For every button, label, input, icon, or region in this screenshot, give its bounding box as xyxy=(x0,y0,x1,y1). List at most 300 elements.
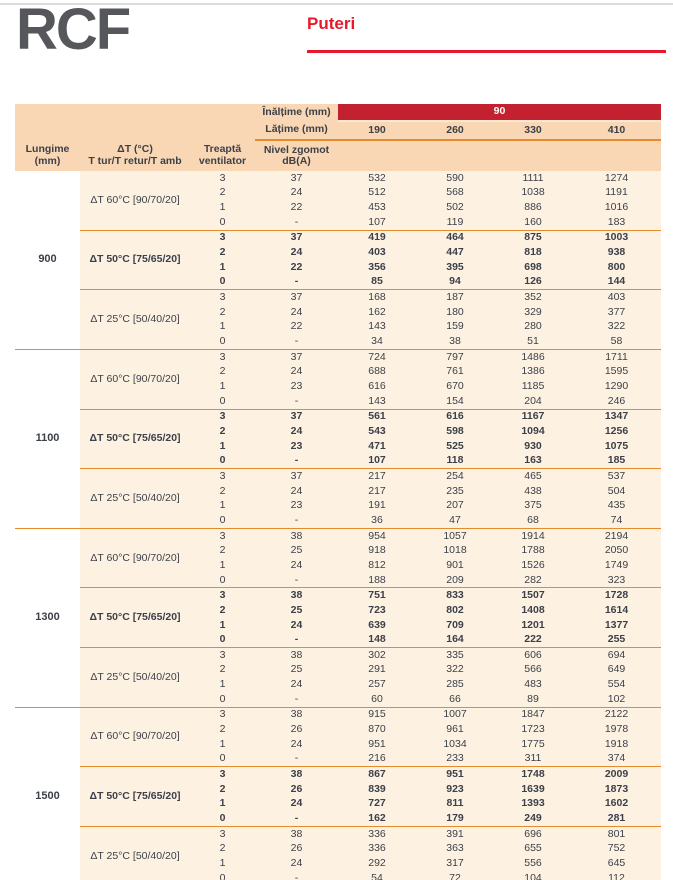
power-value-cell: 696 xyxy=(494,826,572,841)
noise-cell: 37 xyxy=(255,409,338,424)
fan-step-cell: 1 xyxy=(190,200,255,215)
power-value-cell: 537 xyxy=(572,469,661,484)
fan-step-cell: 1 xyxy=(190,797,255,812)
power-value-cell: 395 xyxy=(416,260,494,275)
power-value-cell: 336 xyxy=(338,826,416,841)
power-value-cell: 2050 xyxy=(572,543,661,558)
power-value-cell: 761 xyxy=(416,365,494,380)
fan-step-cell: 3 xyxy=(190,469,255,484)
width-col-260: 260 xyxy=(416,121,494,140)
power-value-cell: 616 xyxy=(416,409,494,424)
power-value-cell: 504 xyxy=(572,484,661,499)
power-value-cell: 352 xyxy=(494,290,572,305)
title-underline xyxy=(307,50,666,53)
power-value-cell: 34 xyxy=(338,334,416,349)
power-value-cell: 126 xyxy=(494,275,572,290)
noise-cell: 23 xyxy=(255,498,338,513)
dt-cell: ΔT 50°C [75/65/20] xyxy=(80,409,190,469)
power-value-cell: 336 xyxy=(338,842,416,857)
power-value-cell: 1290 xyxy=(572,379,661,394)
power-value-cell: 1486 xyxy=(494,349,572,364)
power-value-cell: 164 xyxy=(416,632,494,647)
power-value-cell: 375 xyxy=(494,498,572,513)
power-value-cell: 751 xyxy=(338,588,416,603)
power-value-cell: 435 xyxy=(572,498,661,513)
power-value-cell: 85 xyxy=(338,275,416,290)
power-value-cell: 183 xyxy=(572,215,661,230)
power-value-cell: 886 xyxy=(494,200,572,215)
power-value-cell: 282 xyxy=(494,573,572,588)
fan-step-cell: 3 xyxy=(190,290,255,305)
dt-cell: ΔT 50°C [75/65/20] xyxy=(80,230,190,290)
noise-cell: 24 xyxy=(255,424,338,439)
power-value-cell: 1595 xyxy=(572,365,661,380)
power-value-cell: 1748 xyxy=(494,767,572,782)
dt-cell: ΔT 60°C [90/70/20] xyxy=(80,707,190,767)
fan-step-cell: 2 xyxy=(190,484,255,499)
power-value-cell: 698 xyxy=(494,260,572,275)
length-cell: 1300 xyxy=(15,528,80,707)
noise-cell: 38 xyxy=(255,767,338,782)
power-value-cell: 162 xyxy=(338,305,416,320)
power-value-cell: 1377 xyxy=(572,618,661,633)
noise-cell: 37 xyxy=(255,230,338,245)
height-value-cell: 90 xyxy=(338,104,661,121)
fan-step-cell: 2 xyxy=(190,245,255,260)
power-value-cell: 291 xyxy=(338,663,416,678)
power-value-cell: 961 xyxy=(416,722,494,737)
power-value-cell: 800 xyxy=(572,260,661,275)
noise-cell: 38 xyxy=(255,588,338,603)
height-label: Înălțime (mm) xyxy=(255,104,338,121)
power-value-cell: 89 xyxy=(494,692,572,707)
noise-cell: - xyxy=(255,453,338,468)
dt-cell: ΔT 60°C [90/70/20] xyxy=(80,171,190,230)
fan-step-cell: 0 xyxy=(190,871,255,880)
power-value-cell: 249 xyxy=(494,811,572,826)
power-value-cell: 1034 xyxy=(416,737,494,752)
noise-cell: - xyxy=(255,632,338,647)
power-value-cell: 1185 xyxy=(494,379,572,394)
power-value-cell: 1723 xyxy=(494,722,572,737)
col-header-line: Lungime xyxy=(25,143,70,156)
noise-cell: 24 xyxy=(255,484,338,499)
table-row xyxy=(15,290,661,305)
fan-step-cell: 1 xyxy=(190,260,255,275)
fan-step-cell: 2 xyxy=(190,305,255,320)
power-value-cell: 329 xyxy=(494,305,572,320)
fan-step-cell: 3 xyxy=(190,230,255,245)
fan-step-cell: 0 xyxy=(190,811,255,826)
col-header-line: dB(A) xyxy=(282,155,311,167)
power-value-cell: 204 xyxy=(494,394,572,409)
fan-step-cell: 2 xyxy=(190,543,255,558)
power-value-cell: 568 xyxy=(416,186,494,201)
col-header-line: T tur/T retur/T amb xyxy=(88,154,182,167)
fan-step-cell: 1 xyxy=(190,439,255,454)
fan-step-cell: 0 xyxy=(190,275,255,290)
power-value-cell: 180 xyxy=(416,305,494,320)
fan-step-cell: 2 xyxy=(190,365,255,380)
power-value-cell: 867 xyxy=(338,767,416,782)
power-value-cell: 322 xyxy=(572,320,661,335)
power-value-cell: 1386 xyxy=(494,365,572,380)
power-value-cell: 723 xyxy=(338,603,416,618)
power-value-cell: 403 xyxy=(338,245,416,260)
power-table xyxy=(15,104,661,880)
power-value-cell: 1507 xyxy=(494,588,572,603)
power-value-cell: 566 xyxy=(494,663,572,678)
col-header-noise xyxy=(255,140,338,171)
fan-step-cell: 0 xyxy=(190,334,255,349)
width-label: Lățime (mm) xyxy=(255,121,338,140)
power-value-cell: 598 xyxy=(416,424,494,439)
noise-cell: 24 xyxy=(255,558,338,573)
noise-cell: 38 xyxy=(255,826,338,841)
fan-step-cell: 2 xyxy=(190,186,255,201)
power-value-cell: 1057 xyxy=(416,528,494,543)
noise-cell: - xyxy=(255,334,338,349)
power-value-cell: 1847 xyxy=(494,707,572,722)
table-row xyxy=(15,767,661,782)
header-spacer xyxy=(15,121,255,140)
fan-step-cell: 1 xyxy=(190,737,255,752)
power-value-cell: 207 xyxy=(416,498,494,513)
power-value-cell: 1201 xyxy=(494,618,572,633)
power-value-cell: 556 xyxy=(494,856,572,871)
noise-cell: - xyxy=(255,275,338,290)
power-value-cell: 143 xyxy=(338,394,416,409)
power-value-cell: 60 xyxy=(338,692,416,707)
length-cell: 1100 xyxy=(15,349,80,528)
power-value-cell: 1749 xyxy=(572,558,661,573)
power-value-cell: 1347 xyxy=(572,409,661,424)
fan-step-cell: 2 xyxy=(190,663,255,678)
power-value-cell: 471 xyxy=(338,439,416,454)
power-value-cell: 1639 xyxy=(494,782,572,797)
noise-cell: 22 xyxy=(255,260,338,275)
fan-step-cell: 0 xyxy=(190,513,255,528)
power-value-cell: 54 xyxy=(338,871,416,880)
power-value-cell: 833 xyxy=(416,588,494,603)
power-value-cell: 1094 xyxy=(494,424,572,439)
power-value-cell: 187 xyxy=(416,290,494,305)
power-value-cell: 1075 xyxy=(572,439,661,454)
dt-cell: ΔT 25°C [50/40/20] xyxy=(80,648,190,708)
power-value-cell: 1775 xyxy=(494,737,572,752)
power-value-cell: 447 xyxy=(416,245,494,260)
power-value-cell: 752 xyxy=(572,842,661,857)
power-value-cell: 144 xyxy=(572,275,661,290)
power-value-cell: 1274 xyxy=(572,171,661,186)
noise-cell: 24 xyxy=(255,797,338,812)
power-value-cell: 335 xyxy=(416,648,494,663)
power-value-cell: 281 xyxy=(572,811,661,826)
dt-cell: ΔT 50°C [75/65/20] xyxy=(80,588,190,648)
power-value-cell: 47 xyxy=(416,513,494,528)
fan-step-cell: 1 xyxy=(190,320,255,335)
noise-cell: 23 xyxy=(255,439,338,454)
table-header xyxy=(15,104,661,171)
noise-cell: - xyxy=(255,752,338,767)
fan-step-cell: 3 xyxy=(190,826,255,841)
power-value-cell: 645 xyxy=(572,856,661,871)
noise-cell: - xyxy=(255,215,338,230)
width-col-190: 190 xyxy=(338,121,416,140)
power-value-cell: 1393 xyxy=(494,797,572,812)
power-value-cell: 391 xyxy=(416,826,494,841)
table-row xyxy=(15,826,661,841)
col-header-line: (mm) xyxy=(34,154,61,167)
power-value-cell: 160 xyxy=(494,215,572,230)
noise-cell: 38 xyxy=(255,528,338,543)
power-value-cell: 374 xyxy=(572,752,661,767)
power-value-cell: 1003 xyxy=(572,230,661,245)
power-value-cell: 951 xyxy=(416,767,494,782)
height-header-row xyxy=(15,104,661,121)
power-value-cell: 168 xyxy=(338,290,416,305)
table-row xyxy=(15,409,661,424)
power-value-cell: 870 xyxy=(338,722,416,737)
page-title: Puteri xyxy=(307,14,356,33)
power-value-cell: 694 xyxy=(572,648,661,663)
width-col-410: 410 xyxy=(572,121,661,140)
power-value-cell: 802 xyxy=(416,603,494,618)
power-value-cell: 1788 xyxy=(494,543,572,558)
noise-cell: 38 xyxy=(255,707,338,722)
power-value-cell: 616 xyxy=(338,379,416,394)
fan-step-cell: 1 xyxy=(190,618,255,633)
power-value-cell: 465 xyxy=(494,469,572,484)
power-value-cell: 233 xyxy=(416,752,494,767)
fan-step-cell: 3 xyxy=(190,349,255,364)
fan-step-cell: 1 xyxy=(190,558,255,573)
power-value-cell: 188 xyxy=(338,573,416,588)
power-value-cell: 419 xyxy=(338,230,416,245)
power-value-cell: 923 xyxy=(416,782,494,797)
noise-cell: 23 xyxy=(255,379,338,394)
power-value-cell: 502 xyxy=(416,200,494,215)
power-value-cell: 1018 xyxy=(416,543,494,558)
length-cell: 900 xyxy=(15,171,80,349)
power-value-cell: 1007 xyxy=(416,707,494,722)
noise-cell: 25 xyxy=(255,543,338,558)
power-value-cell: 875 xyxy=(494,230,572,245)
power-value-cell: 102 xyxy=(572,692,661,707)
power-value-cell: 1111 xyxy=(494,171,572,186)
power-value-cell: 543 xyxy=(338,424,416,439)
power-value-cell: 154 xyxy=(416,394,494,409)
table-row xyxy=(15,588,661,603)
dt-cell: ΔT 60°C [90/70/20] xyxy=(80,349,190,409)
power-value-cell: 107 xyxy=(338,215,416,230)
power-value-cell: 1408 xyxy=(494,603,572,618)
dt-cell: ΔT 25°C [50/40/20] xyxy=(80,290,190,350)
fan-step-cell: 3 xyxy=(190,171,255,186)
table-row xyxy=(15,528,661,543)
col-header-line: ventilator xyxy=(198,154,247,167)
power-value-cell: 323 xyxy=(572,573,661,588)
fan-step-cell: 3 xyxy=(190,528,255,543)
power-value-cell: 709 xyxy=(416,618,494,633)
power-value-cell: 1711 xyxy=(572,349,661,364)
power-value-cell: 36 xyxy=(338,513,416,528)
col-header-dt xyxy=(80,140,190,171)
power-value-cell: 72 xyxy=(416,871,494,880)
power-value-cell: 801 xyxy=(572,826,661,841)
power-value-cell: 257 xyxy=(338,677,416,692)
power-value-cell: 915 xyxy=(338,707,416,722)
fan-step-cell: 1 xyxy=(190,379,255,394)
col-header-lungime xyxy=(15,140,80,171)
power-value-cell: 938 xyxy=(572,245,661,260)
noise-cell: 24 xyxy=(255,856,338,871)
power-value-cell: 453 xyxy=(338,200,416,215)
col-header-fan-step xyxy=(190,140,255,171)
power-value-cell: 254 xyxy=(416,469,494,484)
power-value-cell: 532 xyxy=(338,171,416,186)
power-value-cell: 322 xyxy=(416,663,494,678)
power-value-cell: 670 xyxy=(416,379,494,394)
power-value-cell: 512 xyxy=(338,186,416,201)
power-value-cell: 317 xyxy=(416,856,494,871)
noise-cell: 24 xyxy=(255,245,338,260)
table-row xyxy=(15,349,661,364)
power-value-cell: 185 xyxy=(572,453,661,468)
noise-cell: 24 xyxy=(255,737,338,752)
power-value-cell: 2194 xyxy=(572,528,661,543)
power-value-cell: 812 xyxy=(338,558,416,573)
power-value-cell: 1256 xyxy=(572,424,661,439)
power-value-cell: 1016 xyxy=(572,200,661,215)
fan-step-cell: 3 xyxy=(190,588,255,603)
power-value-cell: 797 xyxy=(416,349,494,364)
fan-step-cell: 0 xyxy=(190,215,255,230)
power-value-cell: 148 xyxy=(338,632,416,647)
power-value-cell: 235 xyxy=(416,484,494,499)
power-value-cell: 1167 xyxy=(494,409,572,424)
power-value-cell: 2122 xyxy=(572,707,661,722)
fan-step-cell: 0 xyxy=(190,692,255,707)
power-value-cell: 107 xyxy=(338,453,416,468)
power-value-cell: 66 xyxy=(416,692,494,707)
power-value-cell: 639 xyxy=(338,618,416,633)
power-value-cell: 217 xyxy=(338,469,416,484)
table-row xyxy=(15,230,661,245)
power-value-cell: 159 xyxy=(416,320,494,335)
power-value-cell: 222 xyxy=(494,632,572,647)
power-value-cell: 38 xyxy=(416,334,494,349)
fan-step-cell: 3 xyxy=(190,409,255,424)
power-value-cell: 1978 xyxy=(572,722,661,737)
power-value-cell: 1038 xyxy=(494,186,572,201)
fan-step-cell: 0 xyxy=(190,573,255,588)
fan-step-cell: 2 xyxy=(190,722,255,737)
noise-cell: 22 xyxy=(255,200,338,215)
noise-cell: 25 xyxy=(255,603,338,618)
noise-cell: - xyxy=(255,513,338,528)
power-value-cell: 655 xyxy=(494,842,572,857)
power-value-cell: 119 xyxy=(416,215,494,230)
power-value-cell: 292 xyxy=(338,856,416,871)
fan-step-cell: 0 xyxy=(190,752,255,767)
fan-step-cell: 3 xyxy=(190,767,255,782)
width-col-330: 330 xyxy=(494,121,572,140)
noise-cell: 37 xyxy=(255,290,338,305)
power-value-cell: 74 xyxy=(572,513,661,528)
power-value-cell: 811 xyxy=(416,797,494,812)
col-header-line: Nivel zgomot xyxy=(263,143,330,156)
power-value-cell: 216 xyxy=(338,752,416,767)
power-value-cell: 302 xyxy=(338,648,416,663)
fan-step-cell: 3 xyxy=(190,707,255,722)
noise-cell: 24 xyxy=(255,677,338,692)
power-value-cell: 606 xyxy=(494,648,572,663)
fan-step-cell: 3 xyxy=(190,648,255,663)
power-value-cell: 162 xyxy=(338,811,416,826)
power-value-cell: 112 xyxy=(572,871,661,880)
col-header-line: Treaptă xyxy=(203,143,242,156)
power-value-cell: 58 xyxy=(572,334,661,349)
power-value-cell: 191 xyxy=(338,498,416,513)
power-value-cell: 217 xyxy=(338,484,416,499)
dt-cell: ΔT 50°C [75/65/20] xyxy=(80,767,190,827)
col-header-line: ΔT (°C) xyxy=(117,143,153,156)
dt-cell: ΔT 25°C [50/40/20] xyxy=(80,469,190,529)
power-value-cell: 1526 xyxy=(494,558,572,573)
power-value-cell: 1614 xyxy=(572,603,661,618)
power-value-cell: 901 xyxy=(416,558,494,573)
power-table-body xyxy=(15,171,661,880)
dt-cell: ΔT 25°C [50/40/20] xyxy=(80,826,190,880)
power-value-cell: 1728 xyxy=(572,588,661,603)
noise-cell: 24 xyxy=(255,365,338,380)
power-value-cell: 464 xyxy=(416,230,494,245)
noise-cell: 24 xyxy=(255,618,338,633)
power-value-cell: 1191 xyxy=(572,186,661,201)
power-value-cell: 179 xyxy=(416,811,494,826)
power-value-cell: 2009 xyxy=(572,767,661,782)
power-value-cell: 688 xyxy=(338,365,416,380)
power-value-cell: 51 xyxy=(494,334,572,349)
power-value-cell: 954 xyxy=(338,528,416,543)
power-value-cell: 68 xyxy=(494,513,572,528)
power-value-cell: 649 xyxy=(572,663,661,678)
power-value-cell: 246 xyxy=(572,394,661,409)
power-value-cell: 554 xyxy=(572,677,661,692)
noise-cell: 24 xyxy=(255,186,338,201)
noise-cell: 26 xyxy=(255,722,338,737)
fan-step-cell: 1 xyxy=(190,677,255,692)
power-value-cell: 363 xyxy=(416,842,494,857)
power-value-cell: 118 xyxy=(416,453,494,468)
power-value-cell: 1918 xyxy=(572,737,661,752)
table-row xyxy=(15,648,661,663)
noise-cell: 24 xyxy=(255,305,338,320)
noise-cell: - xyxy=(255,692,338,707)
power-value-cell: 255 xyxy=(572,632,661,647)
power-value-cell: 377 xyxy=(572,305,661,320)
noise-cell: 26 xyxy=(255,842,338,857)
noise-cell: 38 xyxy=(255,648,338,663)
power-value-cell: 727 xyxy=(338,797,416,812)
power-value-cell: 951 xyxy=(338,737,416,752)
fan-step-cell: 2 xyxy=(190,603,255,618)
fan-step-cell: 2 xyxy=(190,842,255,857)
power-value-cell: 143 xyxy=(338,320,416,335)
noise-cell: 37 xyxy=(255,469,338,484)
noise-cell: - xyxy=(255,811,338,826)
